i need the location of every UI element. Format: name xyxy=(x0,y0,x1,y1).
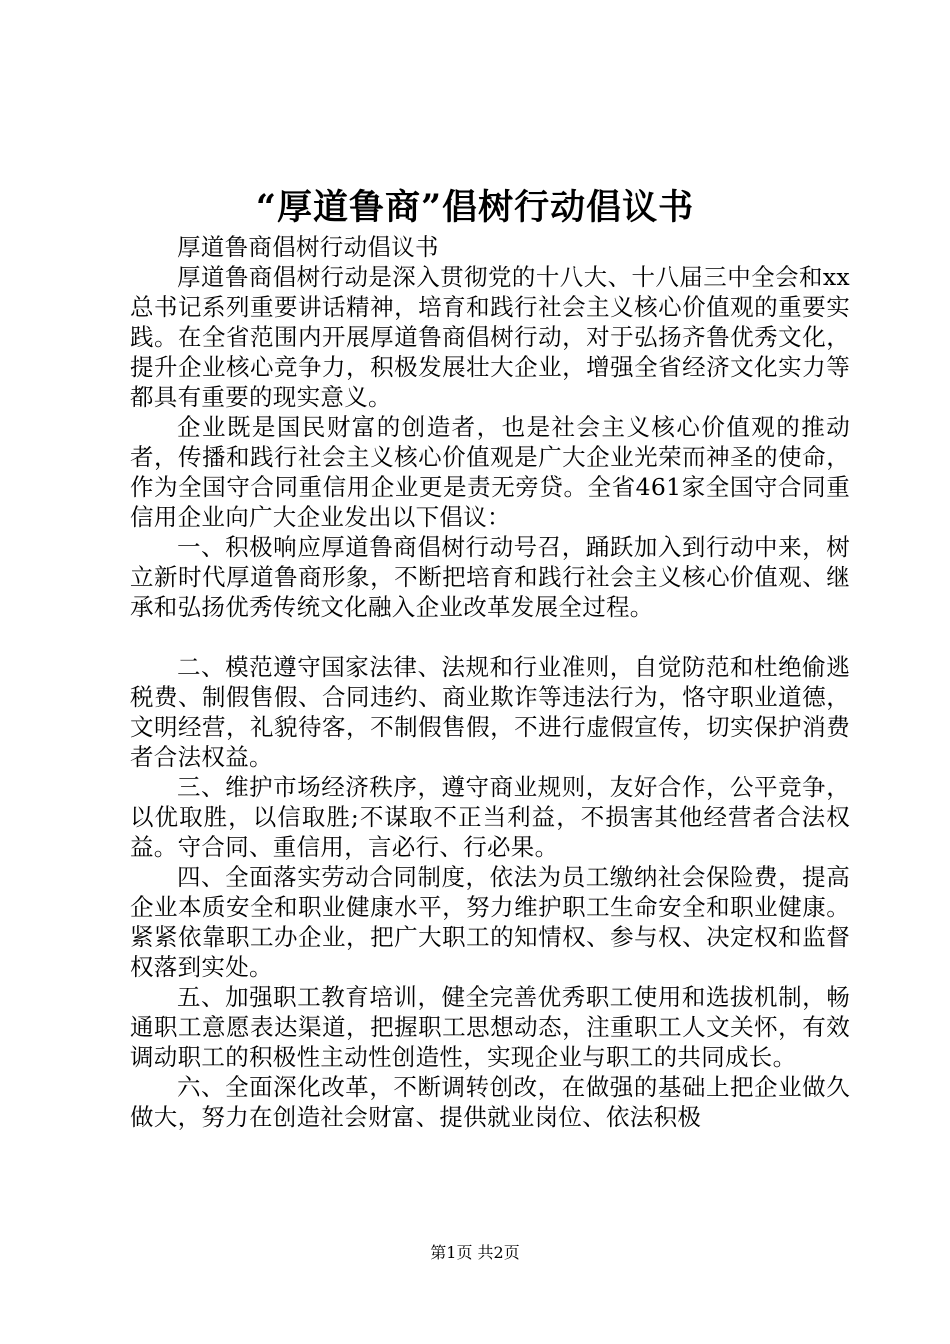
intro-paragraph: 厚道鲁商倡树行动是深入贯彻党的十八大、十八届三中全会和xx总书记系列重要讲话精神，培育和践行社会主义核心价值观的重要实践。在全省范围内开展厚道鲁商倡树行动，对于弘扬齐鲁优秀文化，提升企业核心竞争力，积极发展壮大企业，增强全省经济文化实力等都具有重要的现实意义。 xyxy=(130,263,850,411)
proposal-6-paragraph: 六、全面深化改革，不断调转创改，在做强的基础上把企业做久做大，努力在创造社会财富、提供就业岗位、依法积极 xyxy=(130,1073,850,1131)
proposal-5-paragraph: 五、加强职工教育培训，健全完善优秀职工使用和选拔机制，畅通职工意愿表达渠道，把握职工思想动态，注重职工人文关怀，有效调动职工的积极性主动性创造性，实现企业与职工的共同成长。 xyxy=(130,983,850,1071)
proposal-1-paragraph: 一、积极响应厚道鲁商倡树行动号召，踊跃加入到行动中来，树立新时代厚道鲁商形象，不断把培育和践行社会主义核心价值观、继承和弘扬优秀传统文化融入企业改革发展全过程。 xyxy=(130,533,850,621)
proposal-2-paragraph: 二、模范遵守国家法律、法规和行业准则，自觉防范和杜绝偷逃税费、制假售假、合同违约、商业欺诈等违法行为，恪守职业道德，文明经营，礼貌待客，不制假售假，不进行虚假宣传，切实保护消费者合法权益。 xyxy=(130,653,850,771)
document-body xyxy=(130,232,850,1132)
proposal-3-paragraph: 三、维护市场经济秩序，遵守商业规则，友好合作，公平竞争，以优取胜，以信取胜;不谋取不正当利益，不损害其他经营者合法权益。守合同、重信用，言必行、行必果。 xyxy=(130,773,850,861)
page-footer: 第1页 共2页 xyxy=(430,1243,520,1262)
proposal-4-paragraph: 四、全面落实劳动合同制度，依法为员工缴纳社会保险费，提高企业本质安全和职业健康水平，努力维护职工生命安全和职业健康。紧紧依靠职工办企业，把广大职工的知情权、参与权、决定权和监督权落到实处。 xyxy=(130,863,850,981)
context-paragraph: 企业既是国民财富的创造者，也是社会主义核心价值观的推动者，传播和践行社会主义核心价值观是广大企业光荣而神圣的使命，作为全国守合同重信用企业更是责无旁贷。全省461家全国守合同重信用企业向广大企业发出以下倡议： xyxy=(130,413,850,531)
document-title: “厚道鲁商”倡树行动倡议书 xyxy=(255,187,695,228)
subtitle-paragraph: 厚道鲁商倡树行动倡议书 xyxy=(177,233,439,261)
